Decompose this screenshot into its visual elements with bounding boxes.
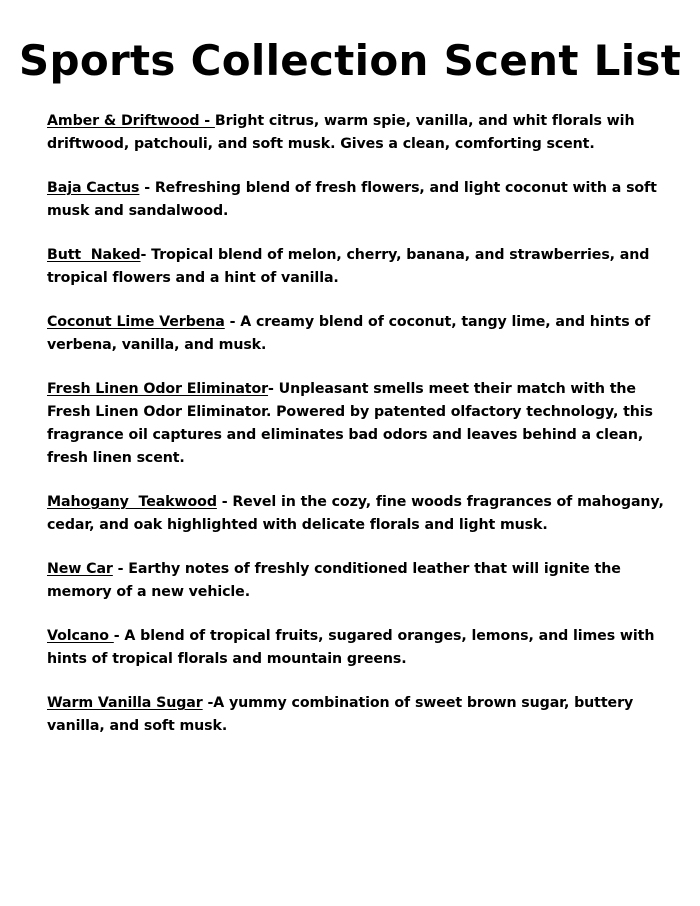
scent-entry-fresh-linen — [47, 378, 679, 470]
scent-entry-amber-driftwood — [47, 110, 679, 156]
scent-description: -A yummy combination of sweet brown sugar, buttery vanilla, and soft musk. — [47, 695, 634, 734]
scent-name: Warm Vanilla Sugar — [47, 695, 203, 711]
scent-name: Butt Naked — [47, 247, 141, 263]
scent-name: Mahogany Teakwood — [47, 494, 217, 510]
scent-name: New Car — [47, 561, 113, 577]
scent-entry-mahogany-teakwood — [47, 491, 679, 537]
scent-description: - A blend of tropical fruits, sugared oranges, lemons, and limes with hints of tropical florals and mountain greens. — [47, 628, 655, 667]
scent-entry-volcano — [47, 625, 679, 671]
scent-description: - A creamy blend of coconut, tangy lime, and hints of verbena, vanilla, and musk. — [47, 314, 651, 353]
scent-entry-coconut-lime-verbena — [47, 311, 679, 357]
scent-name: Coconut Lime Verbena — [47, 314, 225, 330]
scent-description: - Revel in the cozy, fine woods fragrances of mahogany, cedar, and oak highlighted with delicate florals and light musk. — [47, 494, 664, 533]
scent-name: Fresh Linen Odor Eliminator — [47, 381, 269, 397]
scent-name: Volcano — [47, 628, 114, 644]
scent-entry-baja-cactus — [47, 177, 679, 223]
scent-entry-new-car — [47, 558, 679, 604]
scent-name: Baja Cactus — [47, 180, 140, 196]
scent-description: - Tropical blend of melon, cherry, banana, and strawberries, and tropical flowers and a hint of vanilla. — [47, 247, 650, 286]
page-title: Sports Collection Scent List — [18, 36, 682, 85]
scent-entry-warm-vanilla-sugar — [47, 692, 679, 738]
scent-entry-butt-naked — [47, 244, 679, 290]
scent-list — [47, 110, 679, 759]
scent-description: Bright citrus, warm spie, vanilla, and whit florals wih driftwood, patchouli, and soft musk. Gives a clean, comforting scent. — [47, 113, 635, 152]
scent-description: - Unpleasant smells meet their match with the Fresh Linen Odor Eliminator. Powered by patented olfactory technology, this fragrance oil captures and eliminates bad odors and leaves behind a clean, fresh linen scent. — [47, 381, 653, 466]
scent-name: Amber & Driftwood - — [47, 113, 215, 129]
scent-description: - Earthy notes of freshly conditioned leather that will ignite the memory of a new vehicle. — [47, 561, 621, 600]
scent-description: - Refreshing blend of fresh flowers, and light coconut with a soft musk and sandalwood. — [47, 180, 657, 219]
